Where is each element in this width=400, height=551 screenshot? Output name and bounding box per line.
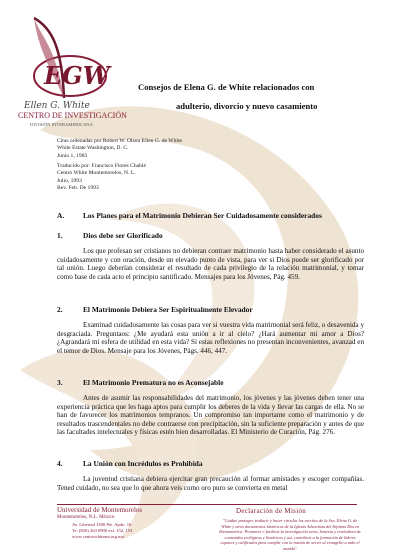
section-1-number: 1. [57, 231, 63, 240]
footer-website-link[interactable]: www.centrowhitesm.org.mx [72, 534, 125, 539]
section-4-number: 4. [57, 459, 63, 468]
egw-logo [12, 8, 142, 128]
translation-line: Rev. Feb. De 1993 [57, 184, 99, 191]
section-2-title: El Matrimonio Debiera Ser Espiritualmente Elevador [83, 305, 253, 314]
footer-university-name: Universidad de Montemorelos [57, 506, 143, 514]
logo-lettering: EGW [44, 61, 110, 90]
section-2-paragraph: Examinad cuidadosamente las cosas para ver si vuestra vida matrimonial será feliz, o desavenida y desgraciada. Preguntaos: ¿Me ayudará esta unión a ir al cielo? ¿Hará aumentar mi amor a Dios? ¿Agrandará mi esfera de utilidad en esta vida? Si estas reflexiones no presentan inconvenientes, avanzad en el temor de Dios. Mensaje para los Jóvenes, Págs. 446, 447. [57, 321, 364, 355]
footer-address-line: Av. Libertad 1300 Pte. Apdo. 16 [72, 522, 132, 527]
section-2-heading [57, 305, 253, 314]
translation-line: Centro White Montemorelos, N. L. [57, 170, 136, 177]
section-a-number: A. [57, 211, 65, 220]
section-4-title: La Unión con Incrédulos es Prohibida [83, 459, 203, 468]
citation-line: White Estate Washington, D. C. [57, 145, 129, 152]
section-a-heading [57, 211, 322, 220]
section-2-number: 2. [57, 305, 63, 314]
footer-mission-text: "Cuidar, proteger, traducir y hacer circular los escritos de la Sra. Elena G. de White y otros documentos históricos de la Iglesia Adventista del Séptimo Día en Iberoamérica. Promover e facilitar la investigación seria, honesta y reveladora de contenidos teológicos e históricos y así, contribuir a la formación de líderes capaces y calificados para cumplir con la misión de servir al evangelio a todo el mundo" [219, 518, 361, 551]
section-1-heading [57, 231, 163, 240]
logo-org-line3: DIVISIÓN INTERAMERICANA [30, 122, 93, 127]
footer-university-location: Montemorelos, N.L. México [57, 515, 115, 520]
footer-address-line: Te. (826) 263 0900 ext. 152, 153 [72, 528, 133, 533]
doc-title-line1: Consejos de Elena G. de White relacionados con [138, 82, 315, 92]
footer-divider [57, 504, 357, 505]
footer-address [72, 522, 132, 540]
section-a-title: Los Planes para el Matrimonio Debieran Ser Cuidadosamente considerados [83, 211, 322, 220]
section-1-title: Dios debe ser Glorificado [83, 231, 163, 240]
section-3-heading [57, 378, 223, 387]
section-1-paragraph: Los que profesan ser cristianos no debieran contraer matrimonio hasta haber considerado el asunto cuidadosamente y con oración, desde un elevado punto de vista, para ver si Dios puede ser glorificado por tal unión. Luego deberían considerar el resultado de cada privilegio de la relación matrimonial, y tomar como base de cada acto el principio santificado. Mensajes para los Jóvenes, Pág. 459. [57, 247, 364, 281]
translation-line: Traducido por: Francisco Flores Chablé [57, 163, 146, 169]
logo-org-line2: CENTRO DE INVESTIGACIÓN [18, 111, 127, 120]
doc-title-line2: adulterio, divorcio y nuevo casamiento [176, 101, 318, 111]
translation-line: Julio, 1993 [57, 177, 82, 184]
section-4-paragraph: La juventud cristiana debiera ejercitar gran precaución al formar amistades y escoger compañías. Tened cuidado, no sea que lo que ahora veis como oro puro se convierta en metal [57, 475, 364, 492]
section-3-paragraph: Antes de asumir las responsabilidades del matrimonio, los jóvenes y las jóvenes deben tener una experiencia práctica que les haga aptos para cumplir los deberes de la vida y llevar las cargas de ella. No se han de favorecer los matrimonios tempranos. Un compromiso tan importante como el matrimonio y de resultados trascendentales no debe contraerse con precipitación, sin la suficiente preparación y antes de que las facultades intelectuales y físicas estén bien desarrolladas. El Ministerio de Curación, Pág. 276. [57, 394, 364, 437]
logo-org-line1: Ellen G. White [24, 101, 90, 111]
section-3-number: 3. [57, 378, 63, 387]
footer-mission-title: Declaración de Misión [236, 507, 307, 515]
section-4-heading [57, 459, 203, 468]
translation-block [57, 163, 146, 192]
citation-block [57, 138, 182, 160]
citation-line: Citas ordenadas por Robert W. Olson Ellen G. de White [57, 138, 182, 144]
citation-line: Junio 1, 1983 [57, 152, 88, 159]
footer-university [57, 507, 142, 521]
section-3-title: El Matrimonio Prematura no es Aconsejable [83, 378, 224, 387]
